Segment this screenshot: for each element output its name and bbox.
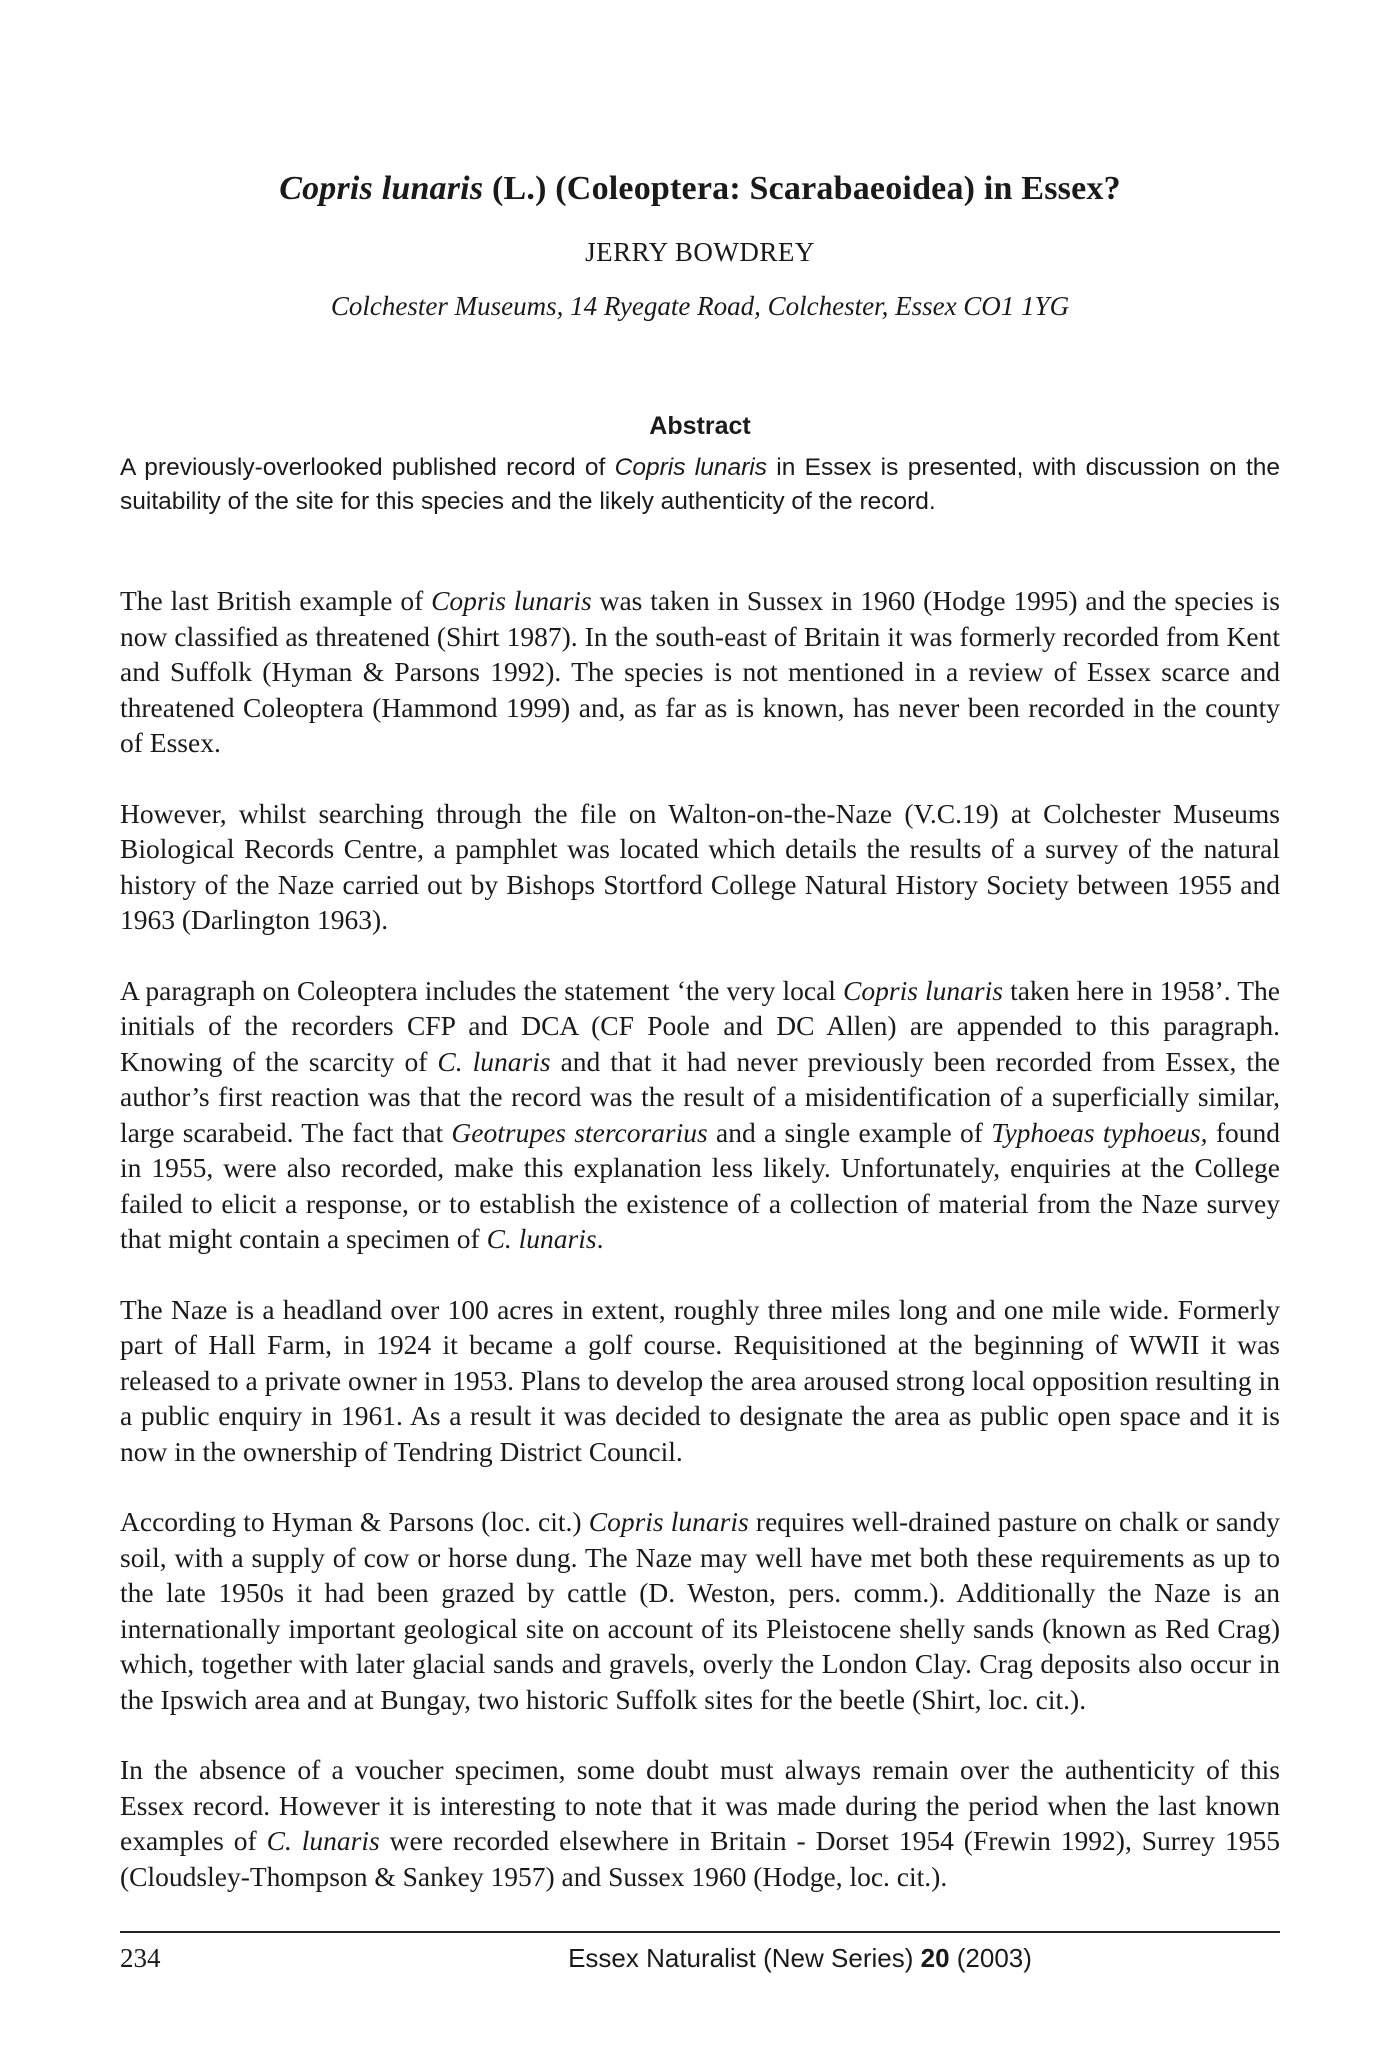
species-name: C. lunaris <box>266 1825 380 1856</box>
author-affiliation: Colchester Museums, 14 Ryegate Road, Colchester, Essex CO1 1YG <box>330 291 1070 321</box>
footer-divider <box>120 1931 1280 1933</box>
species-name: Copris lunaris <box>614 454 767 481</box>
journal-page <box>120 0 1280 2067</box>
species-name: Copris lunaris <box>431 585 592 616</box>
paragraph-6: In the absence of a voucher specimen, some doubt must always remain over the authenticity of this Essex record. However it is interesting to note that it was made during the period when the last known examples of C. lunaris were recorded elsewhere in Britain - Dorset 1954 (Frewin 1992), Surrey 1955 (Cloudsley-Thompson & Sankey 1957) and Sussex 1960 (Hodge, loc. cit.). <box>120 1754 1280 1892</box>
paragraph-5: According to Hyman & Parsons (loc. cit.) Copris lunaris requires well-drained pasture on chalk or sandy soil, with a supply of cow or horse dung. The Naze may well have met both these requirements as up to the late 1950s it had been grazed by cattle (D. Weston, pers. comm.). Additionally the Naze is an internationally important geological site on account of its Pleistocene shelly sands (known as Red Crag) which, together with later glacial sands and gravels, overly the London Clay. Crag deposits also occur in the Ipswich area and at Bungay, two historic Suffolk sites for the beetle (Shirt, loc. cit.). <box>120 1506 1281 1715</box>
paragraph-3: A paragraph on Coleoptera includes the statement ‘the very local Copris lunaris taken here in 1958’. The initials of the recorders CFP and DCA (CF Poole and DC Allen) are appended to this paragraph. Knowing of the scarcity of C. lunaris and that it had never previously been recorded from Essex, the author’s first reaction was that the record was the result of a misidentification of a superficially similar, large scarabeid. The fact that Geotrupes stercorarius and a single example of Typhoeas typhoeus, found in 1955, were also recorded, make this explanation less likely. Unfortunately, enquiries at the College failed to elicit a response, or to establish the existence of a collection of material from the Naze survey that might contain a specimen of C. lunaris. <box>120 974 1281 1254</box>
paragraph-2: However, whilst searching through the file on Walton-on-the-Naze (V.C.19) at Colchester Museums Biological Records Centre, a pamphlet was located which details the results of a survey of the natural history of the Naze carried out by Bishops Stortford College Natural History Society between 1955 and 1963 (Darlington 1963). <box>120 797 1280 935</box>
species-name: Typhoeas typhoeus, <box>991 1116 1208 1148</box>
journal-citation: Essex Naturalist (New Series) 20 (2003) <box>568 1943 1032 1973</box>
species-name: C. lunaris <box>437 1045 551 1077</box>
title-species-name: Copris lunaris <box>279 170 484 207</box>
paragraph-4: The Naze is a headland over 100 acres in extent, roughly three miles long and one mile wide. Formerly part of Hall Farm, in 1924 it became a golf course. Requisitioned at the beginning of WWII it was released to a private owner in 1953. Plans to develop the area aroused strong local opposition resulting in a public enquiry in 1961. As a result it was decided to designate the area as public open space and it is now in the ownership of Tendring District Council. <box>120 1293 1280 1467</box>
species-name: C. lunaris <box>486 1223 597 1254</box>
title-remainder: (L.) (Coleoptera: Scarabaeoidea) in Essex? <box>483 170 1121 207</box>
journal-volume: 20 <box>920 1943 950 1973</box>
abstract-text: A previously-overlooked published record of Copris lunaris in Essex is presented, with discussion on the suitability of the site for this species and the likely authenticity of the record. <box>120 454 1281 515</box>
species-name: Geotrupes stercorarius <box>451 1116 708 1148</box>
abstract-heading: Abstract <box>649 412 751 440</box>
article-title <box>120 170 1280 208</box>
paragraph-1: The last British example of Copris lunaris was taken in Sussex in 1960 (Hodge 1995) and the species is now classified as threatened (Shirt 1987). In the south-east of Britain it was formerly recorded from Kent and Suffolk (Hyman & Parsons 1992). The species is not mentioned in a review of Essex scarce and threatened Coleoptera (Hammond 1999) and, as far as is known, has never been recorded in the county of Essex. <box>120 585 1281 758</box>
page-number: 234 <box>120 1943 161 1973</box>
article-body <box>120 583 1280 1929</box>
author-name: JERRY BOWDREY <box>585 237 815 267</box>
species-name: Copris lunaris <box>588 1506 749 1537</box>
species-name: Copris lunaris <box>843 974 1003 1006</box>
